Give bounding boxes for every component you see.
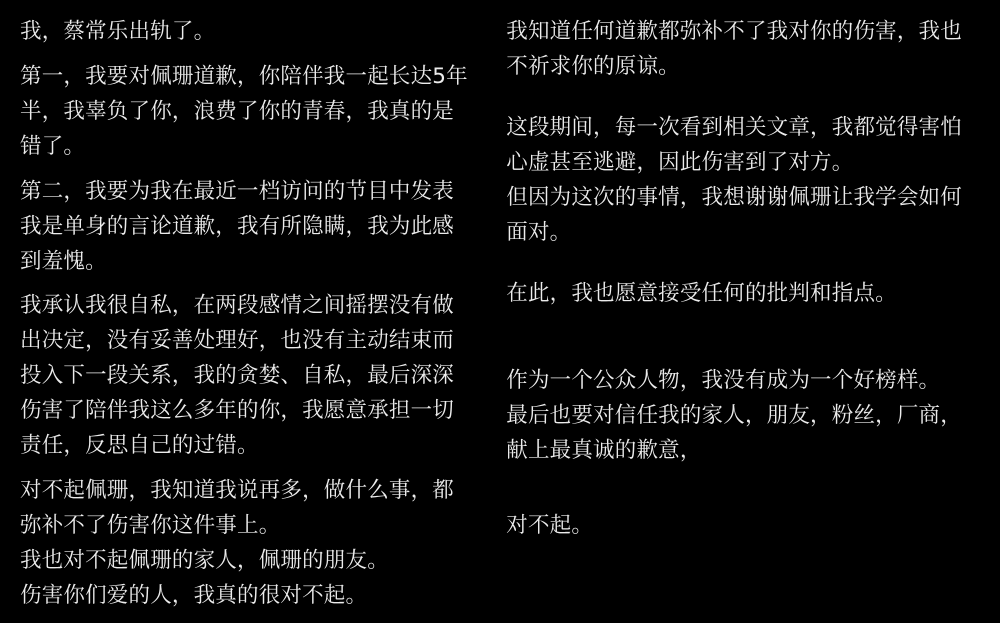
paragraph-admission: 我承认我很自私，在两段感情之间摇摆没有做出决定，没有妥善处理好，也没有主动结束而投入下一段关系，我的贪婪、自私，最后深深伤害了陪伴我这么多年的你，我愿意承担一切责任，反思自己的过错。 xyxy=(20,293,455,459)
paragraph-first-point: 第一，我要对佩珊道歉，你陪伴我一起长达5年半，我辜负了你，浪费了你的青春，我真的是错了。 xyxy=(20,63,468,159)
paragraph-apology-family: 我也对不起佩珊的家人，佩珊的朋友。 xyxy=(20,548,389,573)
paragraph-spacer xyxy=(20,279,472,289)
paragraph-opening: 我，蔡常乐出轨了。 xyxy=(20,19,216,44)
paragraph-period-reflection: 这段期间，每一次看到相关文章，我都觉得害怕心虚甚至逃避，因此伤害到了对方。 xyxy=(506,115,962,175)
paragraph-apology-peishan: 对不起佩珊，我知道我说再多，做什么事，都弥补不了伤害你这件事上。 xyxy=(20,478,455,538)
right-text-column xyxy=(488,14,982,613)
paragraph-spacer xyxy=(20,164,472,174)
paragraph-closing: 对不起。 xyxy=(506,513,594,538)
left-text-column xyxy=(20,14,488,613)
paragraph-spacer xyxy=(20,49,472,59)
paragraph-second-point: 第二，我要为我在最近一档访问的节目中发表我是单身的言论道歉，我有所隐瞒，我为此感到羞愧。 xyxy=(20,178,455,274)
paragraph-no-forgiveness: 我知道任何道歉都弥补不了我对你的伤害，我也不祈求你的原谅。 xyxy=(506,19,962,79)
paragraph-spacer xyxy=(20,463,472,473)
paragraph-thanks-peishan: 但因为这次的事情，我想谢谢佩珊让我学会如何面对。 xyxy=(506,185,962,245)
paragraph-public-figure: 作为一个公众人物，我没有成为一个好榜样。 xyxy=(506,368,941,393)
paragraph-spacer-large xyxy=(506,311,982,363)
paragraph-spacer xyxy=(506,250,982,276)
paragraph-spacer xyxy=(506,84,982,110)
paragraph-thanks-supporters: 最后也要对信任我的家人，朋友，粉丝，厂商，献上最真诚的歉意， xyxy=(506,403,962,463)
paragraph-accept-criticism: 在此，我也愿意接受任何的批判和指点。 xyxy=(506,281,897,306)
paragraph-apology-loved-ones: 伤害你们爱的人，我真的很对不起。 xyxy=(20,583,368,608)
paragraph-spacer xyxy=(506,468,982,508)
